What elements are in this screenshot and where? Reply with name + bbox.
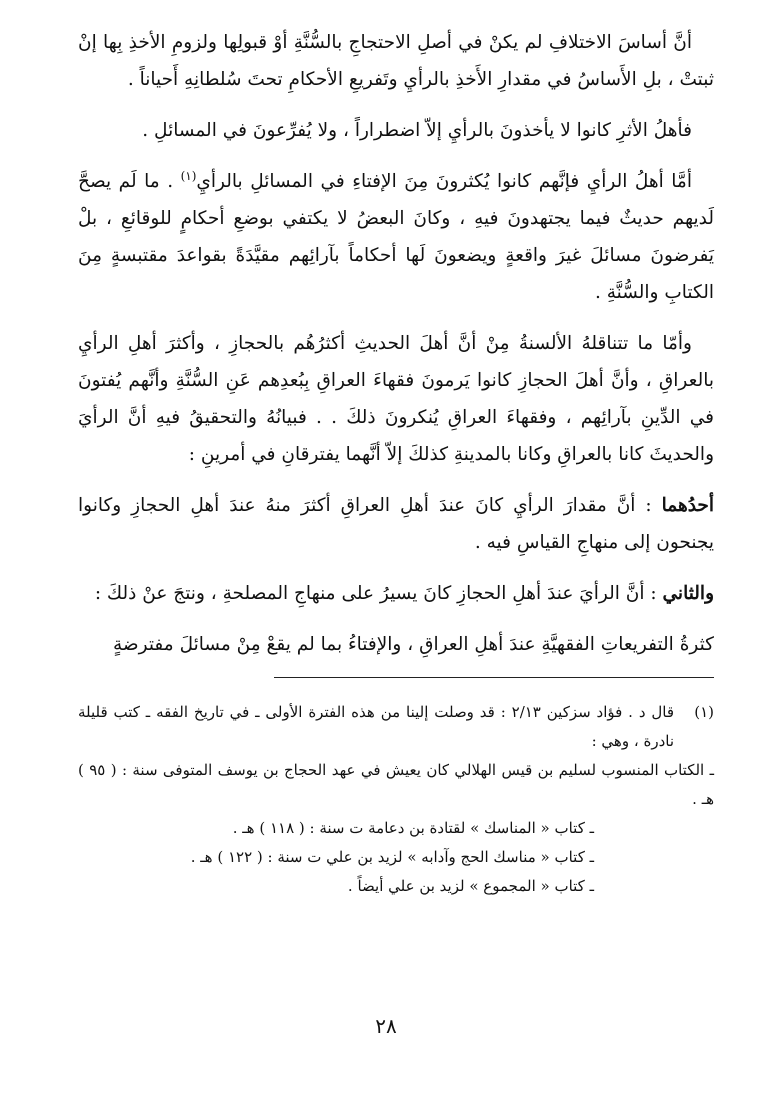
paragraph-3 (78, 163, 714, 311)
footnote-1 (78, 698, 714, 756)
footnote-divider (274, 677, 714, 678)
footnote-item-2: ـ كتاب « مناسك الحج وآدابه » لزيد بن علي ت سنة : ( ١٢٢ ) هـ . (190, 848, 594, 866)
paragraph-6 (78, 575, 714, 612)
footnote-item-1: ـ كتاب « المناسك » لقتادة بن دعامة ت سنة : ( ١١٨ ) هـ . (232, 819, 594, 837)
footnote-number: (١) (694, 703, 714, 721)
footnote-reference[interactable]: (١) (180, 168, 197, 183)
paragraph-5-text: : أنَّ مقدارَ الرأيِ كانَ عندَ أهلِ العراقِ أكثرَ منهُ عندَ أهلِ الحجازِ وكانوا يجنحون إلى منهاجِ القياسِ فيه . (78, 495, 714, 553)
footnote-line-2: ـ الكتاب المنسوب لسليم بن قيس الهلالي كان يعيش في عهد الحجاج بن يوسف المتوفى سنة : ( ٩٥ ) هـ . (78, 761, 714, 808)
paragraph-2: فأهلُ الأثرِ كانوا لا يأخذونَ بالرأيِ إلاّ اضطراراً ، ولا يُفرِّعونَ في المسائلِ . (142, 120, 692, 141)
paragraph-7: كثرةُ التفريعاتِ الفقهيَّةِ عندَ أهلِ العراقِ ، والإفتاءُ بما لم يقعْ مِنْ مسائلَ مفترضةٍ (113, 634, 714, 655)
footnote-item-3: ـ كتاب « المجموع » لزيد بن علي أيضاً . (347, 877, 594, 895)
footnote-line-1: قال د . فؤاد سزكين ٢/١٣ : قد وصلت إلينا من هذه الفترة الأولى ـ في تاريخ الفقه ـ كتب قليلة نادرة ، وهي : (78, 703, 675, 750)
paragraph-1: أنَّ أساسَ الاختلافِ لم يكنْ في أصلِ الاحتجاجِ بالسُّنَّةِ أوْ قبولِها ولزومِ الأخذِ بِها إنْ ثبتتْ ، بلِ الأَساسُ في مقدارِ الأَخذِ بالرأيِ وتَفريعِ الأحكامِ تحتَ سُلطانِهِ أَحياناً . (78, 32, 714, 90)
paragraph-4: وأمّا ما تتناقلهُ الألسنةُ مِنْ أنَّ أهلَ الحديثِ أكثرُهُم بالحجازِ ، وأكثرَ أهلِ الرأيِ بالعراقِ ، وأنَّ أهلَ الحجازِ كانوا يَرمونَ فقهاءَ العراقِ بِبُعدِهم عَنِ السُّنَّةِ وأنَّهم يُفتونَ في الدِّينِ بآرائِهم ، وفقهاءَ العراقِ يُنكرونَ ذلكَ . . فبيانُهُ والتحقيقُ فيهِ أنَّ الرأيَ والحديثَ كانا بالعراقِ وكانا بالمدينةِ كذلكَ إلاّ أنَّهما يفترقانِ في أمرينِ : (78, 333, 714, 465)
paragraph-5-lead: أحدُهما (661, 495, 714, 516)
paragraph-6-text: : أنَّ الرأيَ عندَ أهلِ الحجازِ كانَ يسيرُ على منهاجِ المصلحةِ ، ونتجَ عنْ ذلكَ : (94, 583, 663, 604)
paragraph-3-text-a: أمَّا أهلُ الرأيِ فإنَّهم كانوا يُكثرونَ مِنَ الإفتاءِ في المسائلِ بالرأيِ (196, 171, 692, 192)
paragraph-3-text-b: . ما لَم يصحَّ لَديهم حديثٌ فيما يجتهدونَ فيهِ ، وكانَ البعضُ لا يكتفي بوضعِ أحكامٍ للوقائعِ ، بلْ يَفرضونَ مسائلَ غيرَ واقعةٍ ويضعونَ لَها أحكاماً بآرائِهم مقيَّدَةً بقواعدَ مقتبسةٍ مِنَ الكتابِ والسُّنَّةِ . (78, 171, 714, 303)
page-body (78, 24, 714, 901)
paragraph-5 (78, 487, 714, 561)
paragraph-6-lead: والثاني (662, 583, 714, 604)
page-number: ٢٨ (375, 1014, 397, 1038)
